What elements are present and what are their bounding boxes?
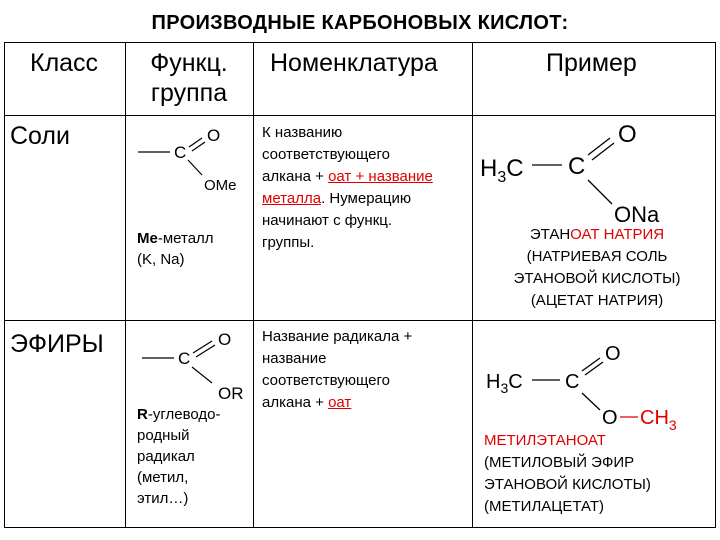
salt-example-names [478,224,716,312]
header-func-group-line2: группа [150,79,228,107]
header-func-group [125,48,253,108]
header-func-group-line1: Функц. [150,49,228,77]
salt-nom-oat: оат [328,168,352,185]
salt-nom-plus: + [351,168,369,185]
ester-ex-line2: (МЕТИЛОВЫЙ ЭФИР [484,454,635,471]
ester-ex-oxygen: O [605,343,621,365]
ester-ex-name: МЕТИЛЭТАНОАТ [484,432,606,449]
salt-ex-line3: ЭТАНОВОЙ КИСЛОТЫ) [513,270,681,287]
ester-group-or: OR [218,384,244,403]
ester-functional-group-structure [130,325,250,405]
ester-ex-3: 3 [500,380,509,396]
ester-ex-h3c [486,371,523,396]
ester-note-line3: радикал [137,448,195,465]
ester-note-line2: родный [137,427,190,444]
row-esters-class: ЭФИРЫ [10,330,104,358]
header-example: Пример [546,49,637,77]
ester-nom-l4-prefix: алкана + [262,394,329,411]
salt-ex-line4: (АЦЕТАТ НАТРИЯ) [530,292,664,309]
salt-ex-name-oat: ОАТ НАТРИЯ [570,226,665,243]
salt-ex-3: 3 [497,169,507,186]
ester-ex-ch: CH [640,407,669,429]
salt-ex-h3c [480,155,524,186]
salt-nom-metal: металла [262,190,322,207]
header-class: Класс [30,49,99,77]
salt-ex-ona: ONa [614,202,660,227]
ester-example-names [484,430,714,518]
ester-note-hydrocarbon: -углеводо- [147,406,221,423]
salt-ex-name-ethan: ЭТАН [529,226,571,243]
ester-ex-line4: (МЕТИЛАЦЕТАТ) [484,498,605,515]
salt-group-carbon: C [174,143,187,162]
header-nomenclature: Номенклатура [270,49,438,77]
ester-ex-line3: ЭТАНОВОЙ КИСЛОТЫ) [484,476,651,493]
salt-nomenclature [262,122,472,254]
salt-note-me: Ме [137,230,158,247]
ester-note-line4: (метил, [137,469,189,486]
sodium-ethanoate-structure [474,118,714,228]
ester-ex-ether-oxygen: O [602,407,618,429]
ester-nomenclature [262,326,472,414]
salt-nom-l3-prefix: алкана + [262,168,329,185]
ester-ex-ch3-sub: 3 [668,417,677,433]
ester-ex-h: H [486,371,501,393]
salt-group-ome: OMe [204,177,237,194]
salt-note-examples: (K, Na) [137,251,185,268]
salt-nom-line5: начинают с функц. [262,212,393,229]
salt-nom-line6: группы. [262,234,315,251]
salt-ex-line2: (НАТРИЕВАЯ СОЛЬ [526,248,668,265]
ester-ex-c2: C [565,371,580,393]
ester-group-carbon: C [178,349,191,368]
ester-nom-oat: оат [328,394,352,411]
salt-ex-c1: C [506,155,524,182]
methyl-ethanoate-structure [476,338,716,438]
salt-nom-line2: соответствующего [262,146,390,163]
salt-group-note [137,228,214,270]
page-title: ПРОИЗВОДНЫЕ КАРБОНОВЫХ КИСЛОТ: [151,12,569,34]
salt-nom-l4-rest: . Нумерацию [321,190,412,207]
salt-note-metal: -металл [157,230,214,247]
salt-ex-oxygen: O [618,121,637,148]
salt-functional-group-structure [130,118,250,198]
salt-nom-name: название [368,168,433,185]
salt-ex-h: H [480,155,498,182]
ester-note-line5: этил…) [137,490,189,507]
salt-ex-c2: C [568,153,586,180]
ester-nom-line2: название [262,350,327,367]
ester-nom-line1: Название радикала + [262,328,413,345]
salt-group-oxygen: O [207,126,221,145]
ester-group-note [137,404,220,509]
ester-note-r: R [137,406,148,423]
ester-nom-line3: соответствующего [262,372,390,389]
ester-group-oxygen: O [218,330,232,349]
row-salts-class: Соли [10,122,70,150]
salt-nom-line1: К названию [262,124,343,141]
ester-ex-c1: C [508,371,523,393]
